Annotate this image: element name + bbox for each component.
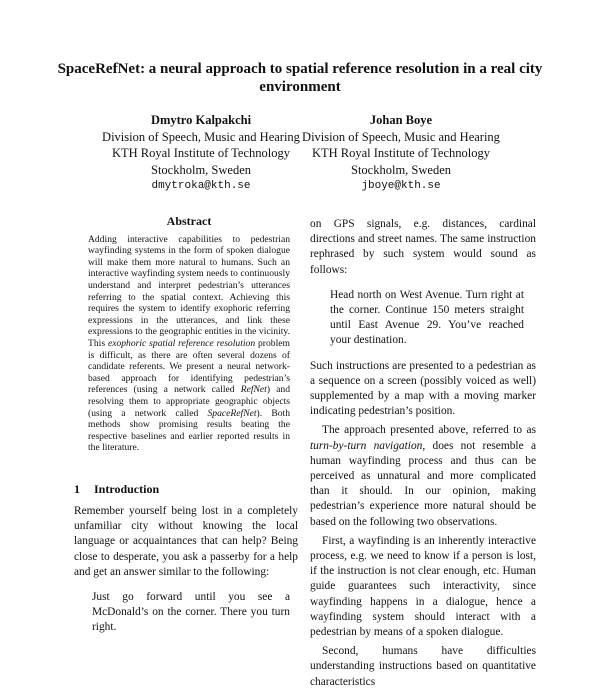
body-paragraph xyxy=(310,423,536,529)
body-text-part: The approach presented above, referred to as xyxy=(322,424,536,437)
quoted-instruction: Just go forward until you see a McDonald’s on the corner. There you turn right. xyxy=(92,591,290,634)
body-paragraph: on GPS signals, e.g. distances, cardinal directions and street names. The same instruction rephrased by such system would sound as follows: xyxy=(310,218,536,276)
abstract-text-part: Adding interactive capabilities to pedestrian wayfinding systems in the form of spoken dialogue will make them more natural to humans. Such an interactive wayfinding system needs to continuously understand and interpret pedestrian’s utterances referring to the spatial context. Achieving this requires the system to identify exophoric referring expressions in the utterances, and link these expressions to the geographic entities in the vicinity. This xyxy=(88,233,290,349)
left-column-body xyxy=(74,504,298,636)
author-institution: KTH Royal Institute of Technology xyxy=(311,146,491,160)
paper-title: SpaceRefNet: a neural approach to spatial reference resolution in a real city environment xyxy=(57,61,543,95)
body-paragraph: Second, humans have difficulties understanding instructions based on quantitative characteristics xyxy=(310,645,536,688)
abstract-italic-term: SpaceRefNet xyxy=(207,407,257,419)
quoted-instruction: Head north on West Avenue. Turn right at the corner. Continue 150 meters straight until East Avenue 29. You’ve reached your destination. xyxy=(330,288,524,347)
body-paragraph: First, a wayfinding is an inherently interactive process, e.g. we need to know if a person is lost, if the instruction is not clear enough, etc. Human guide guarantees such interactivity, since wayfinding happens in a dialogue, hence a wayfinding system should interact with a pedestrian by means of a spoken dialogue. xyxy=(310,534,536,639)
author-institution: KTH Royal Institute of Technology xyxy=(111,146,291,160)
abstract-italic-term: RefNet xyxy=(240,384,267,396)
author-block-1 xyxy=(101,112,301,195)
author-block-2 xyxy=(301,112,501,195)
author-name: Johan Boye xyxy=(369,113,433,127)
right-column-body xyxy=(310,217,536,690)
body-paragraph: Remember yourself being lost in a completely unfamiliar city without knowing the local language or acquaintances that can help? Being close to desperate, you ask a passerby for a help and get an answer similar to the following: xyxy=(74,505,298,578)
section-heading-introduction xyxy=(74,482,159,497)
author-affiliation: Division of Speech, Music and Hearing xyxy=(102,129,300,144)
abstract-text-part: ) and resolving them to appropriate geographic objects (using a network called xyxy=(88,384,290,419)
author-email: jboye@kth.se xyxy=(361,180,441,192)
author-location: Stockholm, Sweden xyxy=(351,162,451,177)
italic-term: turn-by-turn navigation xyxy=(310,439,423,452)
abstract-section xyxy=(88,216,290,454)
author-affiliation: Division of Speech, Music and Hearing xyxy=(302,129,500,144)
abstract-text-part: problem is difficult, as there are often several dozens of candidate referents. We present a neural network-based approach for identifying pedestrian’s references (using a network called xyxy=(88,337,290,396)
author-name: Dmytro Kalpakchi xyxy=(150,113,252,127)
abstract-text-part: ). Both methods show promising results beating the respective baselines and earlier reported results in the literature. xyxy=(88,407,290,454)
abstract-text xyxy=(88,234,290,454)
author-email: dmytroka@kth.se xyxy=(151,180,251,192)
author-location: Stockholm, Sweden xyxy=(151,162,251,177)
body-paragraph: Such instructions are presented to a pedestrian as a sequence on a screen (possibly voiced as well) supplemented by a map with a moving marker indicating pedestrian’s position. xyxy=(310,359,536,418)
body-text-part: , does not resemble a human wayfinding process and thus can be perceived as unnatural and more complicated than it should. In our opinion, making pedestrian’s experience more natural should be based on the following two observations. xyxy=(310,439,536,528)
abstract-italic-term: exophoric spatial reference resolution xyxy=(107,337,256,349)
abstract-heading: Abstract xyxy=(166,214,212,228)
section-title: Introduction xyxy=(94,482,160,496)
section-number: 1 xyxy=(74,482,80,496)
